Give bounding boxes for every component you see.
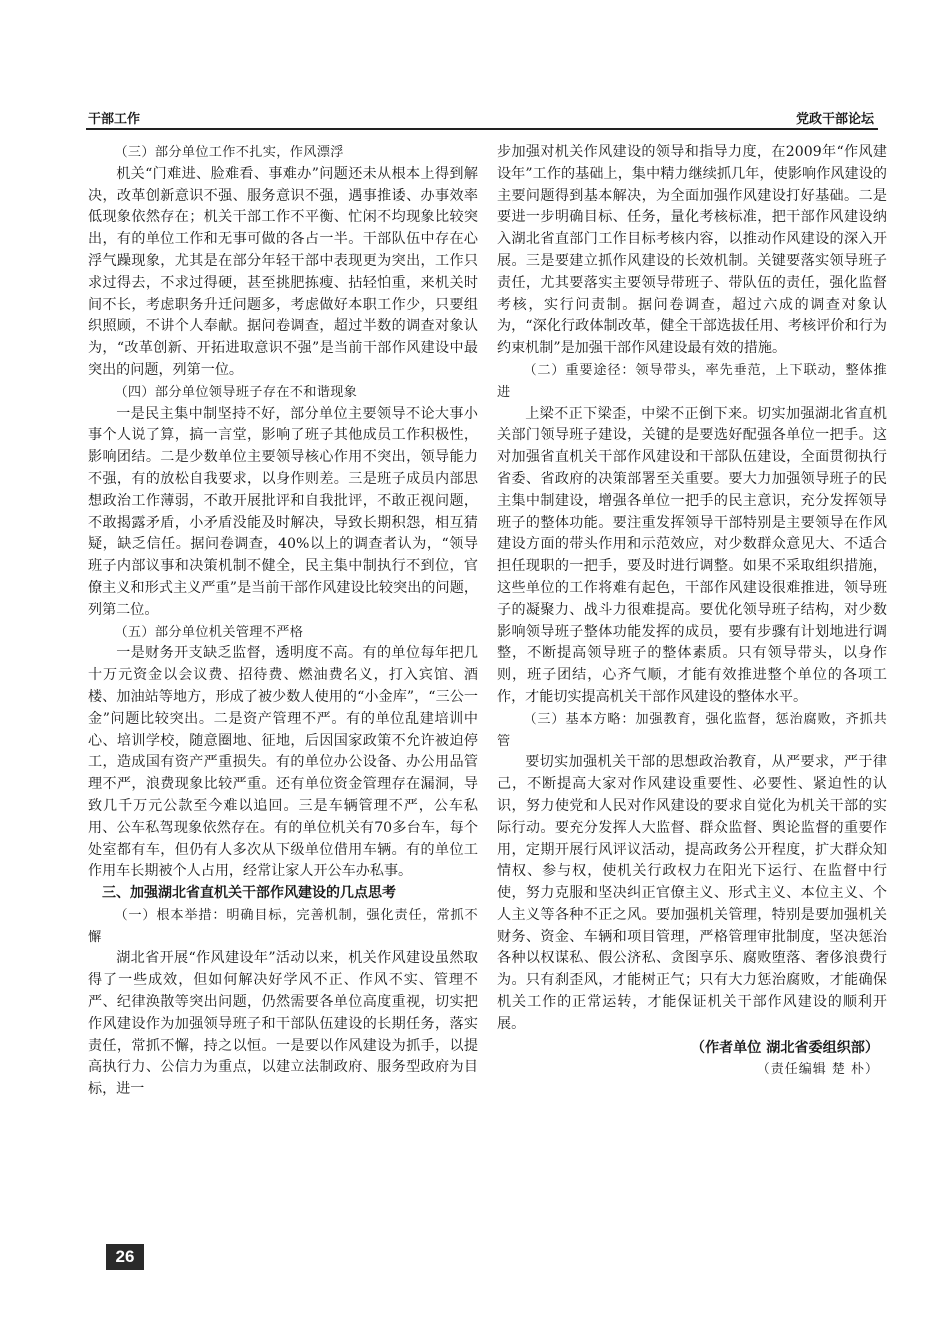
author-affiliation: （作者单位 湖北省委组织部） — [690, 1039, 879, 1056]
paragraph: 湖北省开展“作风建设年”活动以来，机关作风建设虽然取得了一些成效，但如何解决好学风不正、作风不实、管理不严、纪律涣散等突出问题，仍然需要各单位高度重视，切实把作风建设作为加强领导班子和干部队伍建设的长期任务，落实责任，常抓不懈，持之以恒。一是要以作风建设为抓手，以提高执行力、公信力为重点，以建立法制政府、服务型政府为目标，进一 — [88, 950, 478, 1098]
subheading: （三）基本方略：加强教育，强化监督，惩治腐败，齐抓共管 — [497, 711, 887, 749]
paragraph: 一是财务开支缺乏监督，透明度不高。有的单位每年把几十万元资金以会议费、招待费、燃油费名义，打入宾馆、酒楼、加油站等地方，形成了被少数人使用的“小金库”，“三公一金”问题比较突出。二是资产管理不严。有的单位乱建培训中心、培训学校，随意圈地、征地，后因国家政策不允许被迫停工，造成国有资产严重损失。有的单位办公设备、办公用品管理不严，浪费现象比较严重。还有单位资金管理存在漏洞，导致几千万元公款至今难以追回。三是车辆管理不严，公车私用、公车私驾现象依然存在。有的单位机关有70多台车，每个处室都有车，但仍有人多次从下级单位借用车辆。有的单位工作用车长期被个人占用，经常让家人开公车办私事。 — [88, 645, 478, 880]
left-column — [88, 142, 478, 1101]
paragraph: 步加强对机关作风建设的领导和指导力度，在2009年“作风建设年”工作的基础上，集中精力继续抓几年，使影响作风建设的主要问题得到基本解决，为全面加强作风建设打好基础。二是要进一步明确目标、任务，量化考核标准，把干部作风建设纳入湖北省直部门工作目标考核内容，以推动作风建设的深入开展。三是要建立抓作风建设的长效机制。关键要落实领导班子责任，尤其要落实主要领导带班子、带队伍的责任，强化监督考核，实行问责制。据问卷调查，超过六成的调查对象认为，“深化行政体制改革，健全干部选拔任用、考核评价和行为约束机制”是加强干部作风建设最有效的措施。 — [497, 144, 887, 357]
running-header — [86, 108, 878, 130]
subheading: （一）根本举措：明确目标，完善机制，强化责任，常抓不懈 — [88, 907, 478, 945]
subheading: （五）部分单位机关管理不严格 — [114, 624, 304, 640]
section-label: 干部工作 — [88, 112, 141, 127]
page-number: 26 — [106, 1244, 144, 1270]
paragraph: 机关“门难进、脸难看、事难办”问题还未从根本上得到解决，改革创新意识不强、服务意识不强，遇事推诿、办事效率低现象依然存在；机关干部工作不平衡、忙闲不均现象比较突出，有的单位工作和无事可做的各占一半。干部队伍中存在心浮气躁现象，尤其是在部分年轻干部中表现更为突出，工作只求过得去，不求过得硬，甚至挑肥拣瘦、拈轻怕重，来机关时间不长，考虑职务升迁问题多，考虑做好本职工作少，只要组织照顾，不讲个人奉献。据问卷调查，超过半数的调查对象认为，“改革创新、开拓进取意识不强”是当前干部作风建设中最突出的问题，列第一位。 — [88, 165, 478, 378]
editor-credit: （责任编辑 楚 朴） — [756, 1062, 879, 1078]
paragraph: 上梁不正下梁歪，中梁不正倒下来。切实加强湖北省直机关部门领导班子建设，关键的是要选好配强各单位一把手。这对加强省直机关干部作风建设和干部队伍建设，全面贯彻执行省委、省政府的决策部署至关重要。要大力加强领导班子的民主集中制建设，增强各单位一把手的民主意识，充分发挥领导班子的整体功能。要注重发挥领导干部特别是主要领导在作风建设方面的带头作用和示范效应，对少数群众意见大、不适合担任现职的一把手，要及时进行调整。如果不采取组织措施，这些单位的工作将难有起色，干部作风建设很难推进，领导班子的凝聚力、战斗力很难提高。要优化领导班子结构，对少数影响领导班子整体功能发挥的成员，要有步骤有计划地进行调整，不断提高领导班子的整体素质。只有领导带头，以身作则，班子团结，心齐气顺，才能有效推进整个单位的各项工作，才能切实提高机关干部作风建设的整体水平。 — [497, 405, 887, 705]
subheading: （四）部分单位领导班子存在不和谐现象 — [114, 384, 358, 400]
header-rule — [86, 128, 878, 130]
journal-name: 党政干部论坛 — [795, 112, 874, 127]
paragraph: 要切实加强机关干部的思想政治教育，从严要求，严于律己，不断提高大家对作风建设重要性、必要性、紧迫性的认识，努力使党和人民对作风建设的要求自觉化为机关干部的实际行动。要充分发挥人大监督、群众监督、舆论监督的重要作用，定期开展行风评议活动，提高政务公开程度，扩大群众知情权、参与权，使机关行政权力在阳光下运行、在监督中行使，努力克服和坚决纠正官僚主义、形式主义、本位主义、个人主义等各种不正之风。要加强机关管理，特别是要加强机关财务、资金、车辆和项目管理，严格管理审批制度，坚决惩治各种以权谋私、假公济私、贪图享乐、腐败堕落、奢侈浪费行为。只有刹歪风，才能树正气；只有大力惩治腐败，才能确保机关工作的正常运转，才能保证机关干部作风建设的顺利开展。 — [497, 754, 887, 1032]
section-heading: 三、加强湖北省直机关干部作风建设的几点思考 — [102, 885, 396, 902]
subheading: （三）部分单位工作不扎实，作风漂浮 — [114, 145, 344, 160]
subheading: （二）重要途径：领导带头，率先垂范，上下联动，整体推进 — [497, 362, 887, 400]
paragraph: 一是民主集中制坚持不好，部分单位主要领导不论大事小事个人说了算，搞一言堂，影响了班子其他成员工作积极性，影响团结。二是少数单位主要领导核心作用不突出，领导能力不强，有的放松自我要求，以身作则差。三是班子成员内部思想政治工作薄弱，不敢开展批评和自我批评，不敢正视问题，不敢揭露矛盾，小矛盾没能及时解决，导致长期积怨，相互猜疑，缺乏信任。据问卷调查，40%以上的调查者认为，“领导班子内部议事和决策机制不健全，民主集中制执行不到位，官僚主义和形式主义严重”是当前干部作风建设比较突出的问题，列第二位。 — [88, 405, 478, 618]
right-column — [497, 142, 887, 1081]
